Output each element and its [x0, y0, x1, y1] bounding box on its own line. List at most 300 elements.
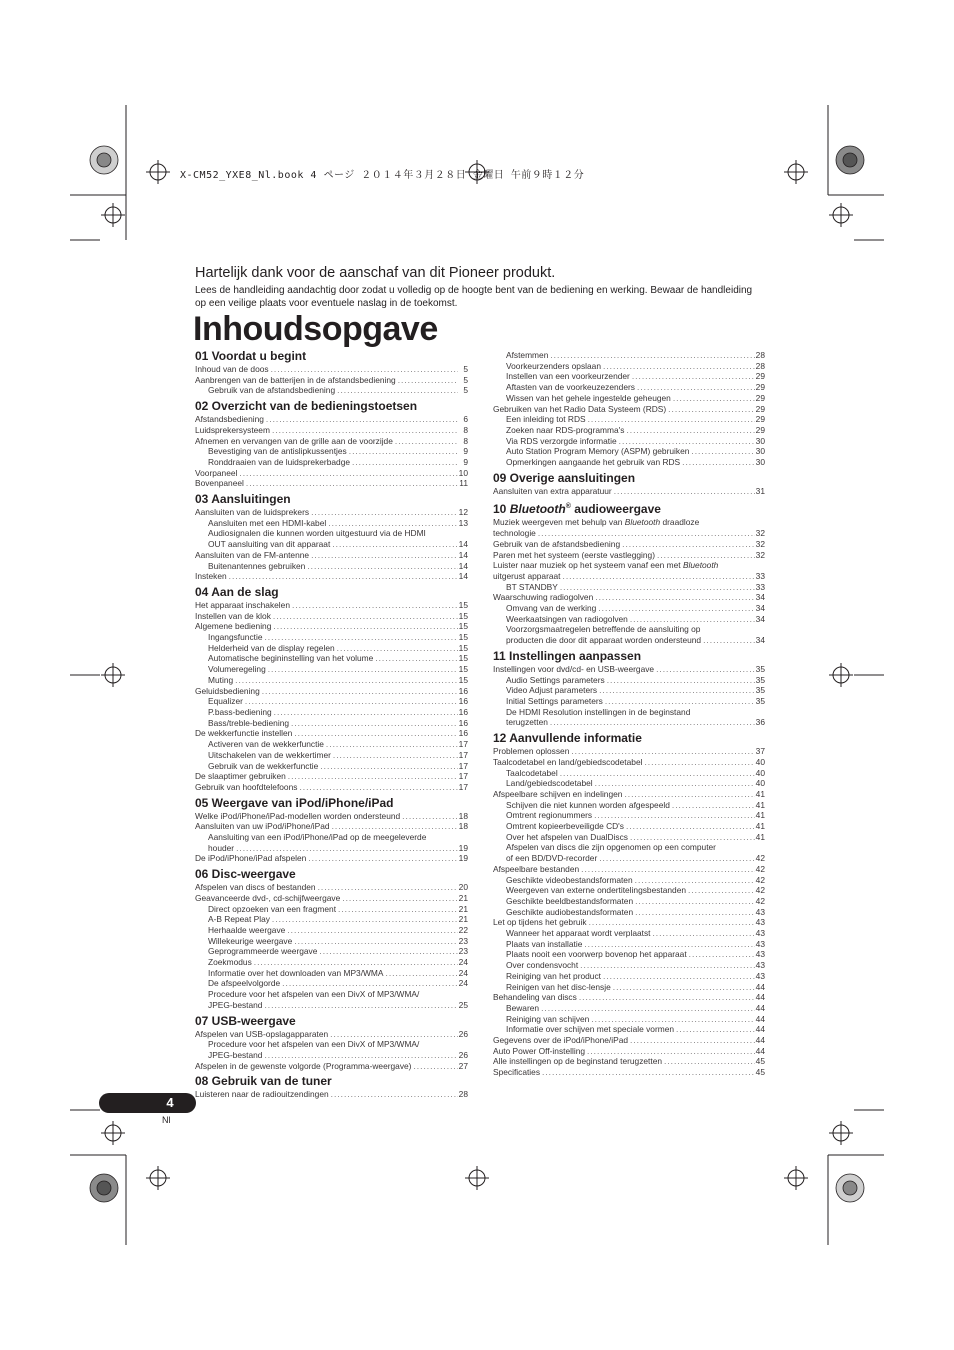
toc-entry-title: Aansluiten van uw iPod/iPhone/iPad	[195, 821, 330, 832]
toc-entry	[493, 696, 765, 707]
toc-list	[493, 664, 765, 728]
toc-list	[493, 571, 765, 646]
toc-dot-leader	[686, 885, 755, 896]
toc-dot-leader	[655, 550, 755, 561]
toc-entry-title: BT STANDBY	[506, 581, 558, 592]
toc-entry-title: Aansluiten van de FM-antenne	[195, 549, 310, 560]
toc-entry-page: 17	[458, 739, 468, 750]
toc-dot-leader	[318, 761, 458, 772]
thanks-heading: Hartelijk dank voor de aanschaf van dit Pioneer produkt.	[195, 265, 556, 281]
toc-entry-page: 32	[755, 528, 765, 539]
toc-entry	[493, 664, 765, 675]
toc-dot-leader	[272, 707, 458, 718]
toc-entry-title: Herhaalde weergave	[208, 924, 286, 935]
toc-dot-leader	[329, 1089, 458, 1100]
toc-entry	[493, 746, 765, 757]
toc-entry-title: Afnemen en vervangen van de grille aan de voorzijde	[195, 435, 393, 446]
toc-entry	[493, 582, 765, 593]
toc-entry-title: Waarschuwing radiogolven	[493, 592, 594, 603]
toc-entry	[195, 611, 468, 622]
toc-dot-leader	[292, 936, 458, 947]
registration-target-1	[146, 160, 170, 184]
toc-dot-leader	[601, 361, 755, 372]
toc-entry	[493, 707, 765, 718]
toc-dot-leader	[577, 992, 755, 1003]
toc-entry-page: 44	[755, 1024, 765, 1035]
toc-entry-page: 17	[458, 749, 468, 760]
toc-entry-page: 14	[458, 571, 468, 582]
toc-entry-title: Helderheid van de display regelen	[208, 642, 335, 653]
toc-entry-title: De afspeelvolgorde	[208, 978, 281, 989]
page-title: Inhoudsopgave	[193, 310, 438, 348]
toc-entry	[493, 635, 765, 646]
toc-dot-leader	[243, 696, 458, 707]
toc-entry-page: 35	[755, 663, 765, 674]
toc-dot-leader	[624, 425, 755, 436]
toc-entry-title: De HDMI Resolution instellingen in de beginstand	[506, 706, 691, 717]
toc-entry-title: Uitschakelen van de wekkertimer	[208, 749, 331, 760]
toc-entry	[493, 414, 765, 425]
registration-target-11	[465, 1166, 489, 1190]
toc-entry	[195, 782, 468, 793]
toc-entry	[195, 1061, 468, 1072]
toc-entry-page: 5	[463, 385, 468, 396]
toc-entry	[493, 675, 765, 686]
toc-entry	[195, 518, 468, 529]
toc-entry-page: 31	[755, 485, 765, 496]
toc-entry-title: Willekeurige weergave	[208, 935, 293, 946]
toc-dot-leader	[592, 810, 755, 821]
toc-entry	[493, 1014, 765, 1025]
toc-entry-page: 29	[755, 382, 765, 393]
toc-entry-title: Afspelen van discs of bestanden	[195, 882, 316, 893]
registration-target-10	[146, 1166, 170, 1190]
toc-dot-leader	[540, 1067, 755, 1078]
toc-dot-leader	[269, 364, 458, 375]
toc-entry	[195, 414, 468, 425]
starburst-mark-top-left	[90, 146, 118, 174]
toc-dot-leader	[680, 457, 755, 468]
starburst-mark-bottom-right	[836, 1174, 864, 1202]
toc-entry-page: 36	[755, 717, 765, 728]
toc-entry	[493, 350, 765, 361]
toc-dot-leader	[654, 664, 755, 675]
registered-mark: ®	[565, 503, 571, 511]
toc-dot-leader	[633, 875, 755, 886]
toc-dot-leader	[620, 539, 755, 550]
toc-entry-title: Aansluiten met een HDMI-kabel	[208, 517, 327, 528]
registration-target-3	[784, 160, 808, 184]
toc-entry-title: Equalizer	[208, 696, 243, 707]
toc-entry-title: Gebruik van de afstandsbediening	[493, 538, 621, 549]
toc-dot-leader	[666, 404, 755, 415]
toc-entry	[493, 550, 765, 561]
toc-entry-page: 9	[463, 446, 468, 457]
toc-entry	[493, 789, 765, 800]
toc-dot-leader	[297, 782, 458, 793]
toc-entry-title: Bovenpaneel	[195, 478, 244, 489]
toc-dot-leader	[309, 550, 458, 561]
toc-entry-page: 29	[755, 424, 765, 435]
toc-entry-title: Geschikte videobestandsformaten	[506, 874, 633, 885]
toc-entry-page: 5	[463, 374, 468, 385]
toc-entry-page: 44	[755, 981, 765, 992]
toc-entry-page: 26	[458, 1049, 468, 1060]
toc-dot-leader	[328, 1029, 458, 1040]
toc-dot-leader	[548, 350, 755, 361]
toc-entry-title: Volumeregeling	[208, 664, 266, 675]
section-heading: 05 Weergave van iPod/iPhone/iPad	[195, 795, 394, 810]
toc-dot-leader	[536, 528, 755, 539]
toc-entry-title: Schijven die niet kunnen worden afgespeeld	[506, 799, 670, 810]
toc-list	[493, 350, 765, 468]
toc-entry	[195, 457, 468, 468]
toc-entry-title: Afspelen van discs die zijn opgenomen op een computer	[506, 842, 716, 853]
toc-entry-wrapped: Luister naar muziek op het systeem vanaf een met Bluetooth	[493, 560, 719, 571]
toc-dot-leader	[628, 832, 755, 843]
toc-entry-title: Bewaren	[506, 1002, 540, 1013]
toc-entry-page: 17	[458, 760, 468, 771]
toc-entry-title: Direct opzoeken van een fragment	[208, 903, 337, 914]
toc-dot-leader	[262, 1000, 458, 1011]
section-heading: 04 Aan de slag	[195, 584, 279, 599]
toc-entry	[195, 957, 468, 968]
toc-dot-leader	[237, 468, 458, 479]
toc-entry-title: Informatie over het downloaden van MP3/WMA	[208, 967, 384, 978]
toc-entry	[493, 436, 765, 447]
toc-entry	[493, 778, 765, 789]
toc-entry-page: 30	[755, 457, 765, 468]
toc-entry-title: Alle instellingen op de beginstand terugzetten	[493, 1056, 663, 1067]
toc-entry	[195, 761, 468, 772]
registration-target-8	[101, 1121, 125, 1145]
toc-dot-leader	[264, 414, 458, 425]
toc-entry	[493, 992, 765, 1003]
toc-entry-title: Audiosignalen die kunnen worden uitgestuurd via de HDMI	[208, 528, 426, 539]
toc-entry	[195, 771, 468, 782]
toc-entry-page: 40	[755, 756, 765, 767]
toc-list	[195, 1089, 468, 1100]
toc-entry	[195, 843, 468, 854]
toc-entry-page: 23	[458, 935, 468, 946]
toc-entry	[195, 696, 468, 707]
toc-entry-page: 15	[458, 664, 468, 675]
toc-entry-page: 44	[755, 992, 765, 1003]
toc-dot-leader	[270, 914, 458, 925]
toc-entry	[195, 364, 468, 375]
toc-entry-page: 28	[755, 350, 765, 360]
toc-entry	[493, 446, 765, 457]
toc-entry-title: Gebruiken van het Radio Data Systeem (RDS)	[493, 403, 667, 414]
toc-entry-title: Afspeelbare bestanden	[493, 863, 580, 874]
toc-entry-title: Afstemmen	[506, 350, 549, 360]
toc-list	[195, 882, 468, 1010]
toc-entry	[493, 939, 765, 950]
toc-entry-title: Weergeven van externe ondertitelingsbestanden	[506, 885, 687, 896]
toc-entry	[195, 375, 468, 386]
toc-dot-leader	[601, 971, 755, 982]
toc-entry	[195, 946, 468, 957]
toc-entry	[195, 1000, 468, 1011]
toc-entry	[195, 686, 468, 697]
toc-entry-title: Reinigen van het disc-lensje	[506, 981, 611, 992]
toc-entry-page: 43	[755, 960, 765, 971]
section-number: 10	[493, 502, 507, 517]
toc-entry-page: 33	[755, 581, 765, 592]
toc-entry-page: 34	[755, 635, 765, 646]
toc-dot-leader	[331, 750, 458, 761]
toc-entry	[493, 624, 765, 635]
toc-entry-page: 41	[755, 831, 765, 842]
toc-entry-title: Omtrent kopieerbeveiligde CD's	[506, 821, 624, 832]
bluetooth-word: Bluetooth	[509, 502, 566, 517]
section-heading-rest: audioweergave	[574, 502, 661, 517]
toc-dot-leader	[286, 771, 458, 782]
toc-entry	[195, 936, 468, 947]
toc-entry-title: Muting	[208, 674, 234, 685]
toc-entry-title: Ingangsfunctie	[208, 632, 263, 643]
toc-dot-leader	[670, 800, 755, 811]
section-heading: 11 Instellingen aanpassen	[493, 648, 642, 663]
toc-entry	[195, 664, 468, 675]
toc-entry-page: 5	[463, 364, 468, 374]
toc-dot-leader	[233, 675, 458, 686]
toc-dot-leader	[612, 486, 755, 497]
toc-entry	[493, 821, 765, 832]
section-heading: 08 Gebruik van de tuner	[195, 1074, 332, 1089]
toc-entry	[493, 928, 765, 939]
toc-entry-page: 12	[458, 507, 468, 518]
toc-entry-page: 43	[755, 928, 765, 939]
toc-entry-page: 42	[755, 895, 765, 906]
toc-entry	[195, 1039, 468, 1050]
toc-entry-title: Opmerkingen aangaande het gebruik van RDS	[506, 457, 681, 468]
toc-entry	[195, 707, 468, 718]
section-heading: 06 Disc-weergave	[195, 867, 296, 882]
toc-entry	[493, 1035, 765, 1046]
toc-dot-leader	[271, 611, 458, 622]
section-heading: 07 USB-weergave	[195, 1013, 296, 1028]
toc-entry-title: Wissen van het gehele ingestelde geheugen	[506, 392, 671, 403]
page-number-tab	[99, 1093, 196, 1113]
toc-entry-page: 22	[458, 924, 468, 935]
toc-dot-leader	[585, 1046, 755, 1057]
toc-entry-page: 40	[755, 778, 765, 789]
toc-dot-leader	[330, 539, 458, 550]
toc-entry-title: Via RDS verzorgde informatie	[506, 435, 617, 446]
toc-dot-leader	[687, 949, 755, 960]
toc-entry-title: Taalcodetabel	[506, 767, 558, 778]
toc-entry-page: 15	[458, 632, 468, 643]
toc-dot-leader	[635, 382, 755, 393]
toc-entry	[195, 904, 468, 915]
toc-entry-title: Over het afspelen van DualDiscs	[506, 831, 628, 842]
toc-entry-title: Let op tijdens het gebruik	[493, 917, 587, 928]
toc-entry-title: Gegevens over de iPod/iPhone/iPad	[493, 1035, 629, 1046]
toc-entry-page: 11	[459, 478, 468, 489]
toc-entry	[493, 982, 765, 993]
toc-entry-page: 24	[458, 957, 468, 968]
toc-dot-leader	[596, 603, 755, 614]
toc-entry-title: Ronddraaien van de luidsprekerbadge	[208, 456, 351, 467]
registration-target-5	[829, 203, 853, 227]
toc-entry-page: 28	[755, 360, 765, 371]
page-language: Nl	[162, 1115, 171, 1125]
toc-entry-page: 32	[755, 538, 765, 549]
toc-entry-page: 14	[458, 549, 468, 560]
toc-dot-leader	[411, 1061, 458, 1072]
toc-entry-page: 15	[458, 599, 468, 610]
toc-entry-page: 14	[458, 560, 468, 571]
toc-entry-page: 15	[458, 653, 468, 664]
toc-entry-page: 42	[755, 853, 765, 864]
toc-entry-page: 41	[755, 821, 765, 832]
toc-entry	[195, 914, 468, 925]
toc-entry-title: Informatie over schijven met speciale vormen	[506, 1024, 675, 1035]
registration-target-6	[101, 663, 125, 687]
section-heading: 12 Aanvullende informatie	[493, 731, 642, 746]
toc-entry	[493, 917, 765, 928]
page-number: 4	[166, 1095, 174, 1110]
toc-entry	[195, 507, 468, 518]
toc-entry	[195, 632, 468, 643]
toc-entry-title: Geschikte audiobestandsformaten	[506, 906, 634, 917]
toc-entry-title: Het apparaat inschakelen	[195, 599, 290, 610]
toc-entry-page: 16	[458, 706, 468, 717]
toc-entry	[195, 385, 468, 396]
toc-entry-title: OUT aansluiting van dit apparaat	[208, 539, 331, 550]
toc-entry-page: 35	[755, 685, 765, 696]
toc-entry	[195, 528, 468, 539]
toc-dot-leader	[674, 1024, 755, 1035]
toc-entry-page: 8	[463, 435, 468, 446]
toc-entry	[493, 949, 765, 960]
toc-entry	[195, 978, 468, 989]
toc-entry-page: 35	[755, 674, 765, 685]
toc-entry	[195, 832, 468, 843]
toc-dot-leader	[252, 957, 458, 968]
toc-entry	[493, 571, 765, 582]
toc-entry	[195, 425, 468, 436]
toc-entry-page: 44	[755, 1002, 765, 1013]
toc-dot-leader	[642, 757, 755, 768]
toc-entry-title: Behandeling van discs	[493, 992, 577, 1003]
toc-dot-leader	[579, 864, 755, 875]
toc-entry	[493, 528, 765, 539]
toc-entry	[493, 1024, 765, 1035]
toc-dot-leader	[617, 436, 755, 447]
toc-entry	[195, 561, 468, 572]
toc-column-left	[195, 349, 468, 1100]
toc-entry	[493, 592, 765, 603]
toc-dot-leader	[561, 571, 755, 582]
toc-entry	[195, 468, 468, 479]
toc-entry-page: 9	[463, 456, 468, 467]
toc-dot-leader	[633, 896, 755, 907]
toc-entry	[195, 728, 468, 739]
toc-entry-page: 13	[458, 517, 468, 528]
toc-dot-leader	[400, 811, 458, 822]
toc-dot-leader	[289, 718, 458, 729]
toc-entry	[195, 436, 468, 447]
toc-dot-leader	[330, 821, 458, 832]
toc-entry-title: Zoeken naar RDS-programma's	[506, 424, 625, 435]
toc-dot-leader	[292, 728, 458, 739]
toc-entry-page: 21	[458, 914, 468, 925]
toc-entry	[195, 853, 468, 864]
toc-dot-leader	[271, 621, 458, 632]
toc-dot-leader	[548, 717, 755, 728]
toc-entry	[195, 478, 468, 489]
toc-entry-title: Zoekmodus	[208, 957, 252, 968]
toc-list	[493, 528, 765, 560]
toc-entry-title: Weerkaatsingen van radiogolven	[506, 613, 628, 624]
section-heading: 09 Overige aansluitingen	[493, 470, 636, 485]
toc-entry-title: Aansluiting van een iPod/iPhone/iPad op de meegeleverde	[208, 832, 427, 843]
toc-entry-page: 21	[458, 903, 468, 914]
toc-entry	[493, 717, 765, 728]
toc-entry	[195, 1050, 468, 1061]
toc-entry	[195, 600, 468, 611]
toc-entry	[493, 1046, 765, 1057]
toc-list	[195, 414, 468, 489]
toc-entry-page: 44	[755, 1013, 765, 1024]
toc-dot-leader	[396, 375, 458, 386]
toc-entry-title: Land/gebiedscodetabel	[506, 778, 593, 789]
toc-dot-leader	[305, 561, 458, 572]
toc-entry-title: Geschikte beeldbestandsformaten	[506, 895, 634, 906]
toc-entry-page: 29	[755, 403, 765, 414]
toc-entry-title: Geavanceerde dvd-, cd-schijfweergave	[195, 892, 341, 903]
toc-entry	[195, 539, 468, 550]
intro-paragraph: Lees de handleiding aandachtig door zodat u volledig op de hoogte bent van de bediening en werking. Bewaar de handleiding op een veilige plaats voor eventuele naslag in de toekomst.	[195, 285, 753, 309]
toc-dot-leader	[628, 1035, 755, 1046]
toc-entry-page: 15	[458, 642, 468, 653]
toc-entry-title: Plaats nooit een voorwerp bovenop het apparaat	[506, 949, 687, 960]
toc-entry-page: 34	[755, 613, 765, 624]
toc-entry	[493, 393, 765, 404]
toc-entry-title: uitgerust apparaat	[493, 570, 561, 581]
toc-entry-page: 25	[458, 999, 468, 1010]
toc-entry-page: 35	[755, 695, 765, 706]
toc-entry-page: 45	[755, 1067, 765, 1078]
toc-dot-leader	[593, 592, 755, 603]
section-heading: 03 Aansluitingen	[195, 492, 291, 507]
toc-entry-title: Auto Power Off-instelling	[493, 1045, 586, 1056]
toc-entry-title: Aansluiten van de luidsprekers	[195, 507, 310, 518]
toc-entry	[195, 643, 468, 654]
toc-dot-leader	[605, 675, 755, 686]
toc-entry-title: technologie	[493, 528, 536, 539]
toc-entry-page: 17	[458, 771, 468, 782]
toc-entry-page: 18	[458, 810, 468, 821]
toc-entry-title: Video Adjust parameters	[506, 685, 598, 696]
toc-dot-leader	[234, 843, 458, 854]
starburst-mark-top-right	[836, 146, 864, 174]
toc-entry-page: 43	[755, 938, 765, 949]
toc-entry-title: Over condensvocht	[506, 960, 579, 971]
toc-entry-title: Instellingen voor dvd/cd- en USB-weergave	[493, 663, 655, 674]
toc-entry	[195, 1089, 468, 1100]
toc-dot-leader	[671, 393, 755, 404]
toc-dot-leader	[624, 821, 755, 832]
toc-entry-page: 20	[458, 882, 468, 893]
toc-entry	[195, 718, 468, 729]
toc-entry-title: Geprogrammeerde weergave	[208, 946, 318, 957]
toc-entry-page: 37	[755, 746, 765, 757]
toc-entry	[195, 675, 468, 686]
toc-entry	[195, 1029, 468, 1040]
